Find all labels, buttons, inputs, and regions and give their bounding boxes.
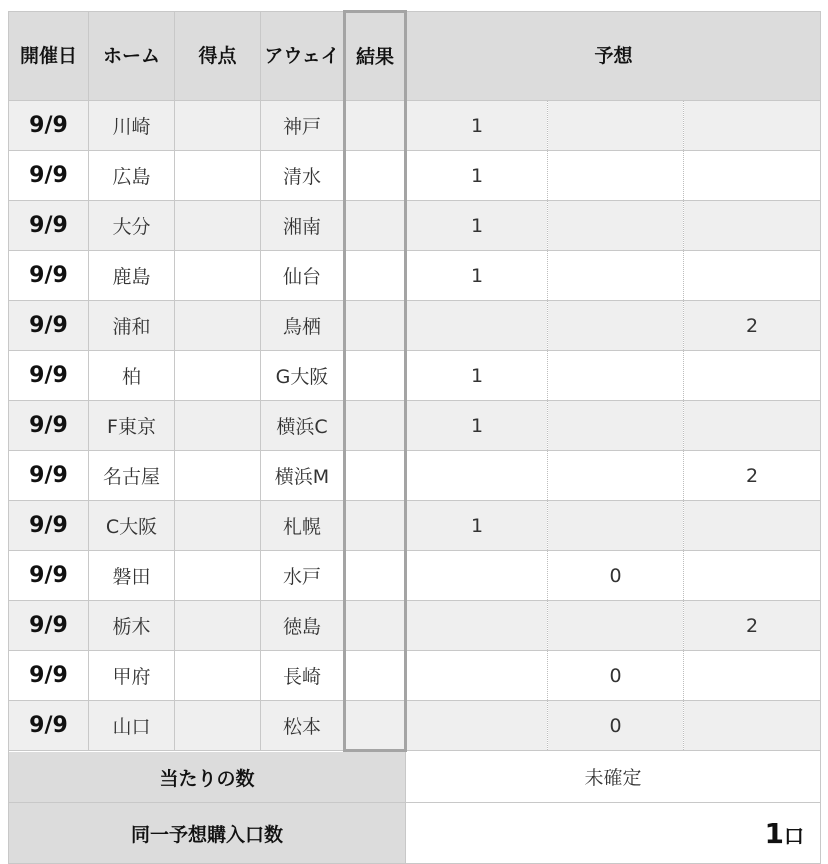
score-cell — [175, 501, 261, 551]
score-cell — [175, 701, 261, 751]
prediction-home-win — [406, 701, 548, 751]
prediction-away-win — [684, 351, 821, 401]
prediction-draw — [548, 151, 684, 201]
header-home: ホーム — [89, 12, 175, 101]
prediction-draw — [548, 451, 684, 501]
match-date: 9/9 — [9, 201, 89, 251]
prediction-away-win — [684, 251, 821, 301]
away-team: 松本 — [261, 701, 345, 751]
prediction-away-win — [684, 101, 821, 151]
match-row — [9, 501, 821, 551]
home-team: 名古屋 — [89, 451, 175, 501]
prediction-draw — [548, 501, 684, 551]
prediction-away-win — [684, 551, 821, 601]
score-cell — [175, 301, 261, 351]
prediction-home-win: 1 — [406, 251, 548, 301]
prediction-home-win — [406, 301, 548, 351]
home-team: 磐田 — [89, 551, 175, 601]
away-team: 仙台 — [261, 251, 345, 301]
prediction-draw — [548, 301, 684, 351]
prediction-draw — [548, 101, 684, 151]
purchase-count-cell — [406, 803, 821, 864]
match-row — [9, 651, 821, 701]
prediction-home-win: 1 — [406, 501, 548, 551]
away-team: G大阪 — [261, 351, 345, 401]
result-cell — [345, 551, 406, 601]
home-team: 広島 — [89, 151, 175, 201]
prediction-away-win: 2 — [684, 301, 821, 351]
result-cell — [345, 651, 406, 701]
match-date: 9/9 — [9, 651, 89, 701]
match-date: 9/9 — [9, 151, 89, 201]
score-cell — [175, 401, 261, 451]
prediction-home-win: 1 — [406, 401, 548, 451]
result-cell — [345, 251, 406, 301]
home-team: 浦和 — [89, 301, 175, 351]
match-row — [9, 451, 821, 501]
prediction-draw — [548, 401, 684, 451]
match-date: 9/9 — [9, 401, 89, 451]
match-row — [9, 351, 821, 401]
result-cell — [345, 351, 406, 401]
prediction-away-win — [684, 151, 821, 201]
away-team: 長崎 — [261, 651, 345, 701]
header-prediction: 予想 — [406, 12, 821, 101]
score-cell — [175, 451, 261, 501]
score-cell — [175, 101, 261, 151]
result-cell — [345, 701, 406, 751]
away-team: 水戸 — [261, 551, 345, 601]
match-date: 9/9 — [9, 451, 89, 501]
home-team: 川崎 — [89, 101, 175, 151]
match-row — [9, 301, 821, 351]
match-date: 9/9 — [9, 701, 89, 751]
prediction-home-win: 1 — [406, 151, 548, 201]
prediction-home-win — [406, 451, 548, 501]
match-date: 9/9 — [9, 501, 89, 551]
match-row — [9, 401, 821, 451]
score-cell — [175, 151, 261, 201]
prediction-draw: 0 — [548, 701, 684, 751]
prediction-home-win — [406, 601, 548, 651]
hits-row — [9, 751, 821, 803]
header-away: アウェイ — [261, 12, 345, 101]
score-cell — [175, 201, 261, 251]
score-cell — [175, 601, 261, 651]
prediction-home-win: 1 — [406, 201, 548, 251]
prediction-draw: 0 — [548, 551, 684, 601]
score-cell — [175, 551, 261, 601]
prediction-away-win: 2 — [684, 451, 821, 501]
away-team: 札幌 — [261, 501, 345, 551]
away-team: 横浜M — [261, 451, 345, 501]
match-row — [9, 251, 821, 301]
home-team: 大分 — [89, 201, 175, 251]
result-cell — [345, 601, 406, 651]
prediction-home-win — [406, 651, 548, 701]
result-cell — [345, 501, 406, 551]
prediction-draw — [548, 351, 684, 401]
prediction-table — [8, 10, 821, 864]
home-team: 鹿島 — [89, 251, 175, 301]
match-row — [9, 201, 821, 251]
prediction-home-win: 1 — [406, 101, 548, 151]
result-cell — [345, 401, 406, 451]
purchase-unit: 口 — [784, 823, 805, 848]
match-date: 9/9 — [9, 551, 89, 601]
prediction-away-win — [684, 701, 821, 751]
prediction-away-win — [684, 651, 821, 701]
away-team: 横浜C — [261, 401, 345, 451]
match-row — [9, 101, 821, 151]
match-row — [9, 151, 821, 201]
purchase-count: 1 — [764, 816, 785, 850]
match-row — [9, 601, 821, 651]
match-date: 9/9 — [9, 601, 89, 651]
score-cell — [175, 651, 261, 701]
hits-label: 当たりの数 — [9, 751, 406, 803]
home-team: 栃木 — [89, 601, 175, 651]
home-team: 甲府 — [89, 651, 175, 701]
score-cell — [175, 351, 261, 401]
home-team: C大阪 — [89, 501, 175, 551]
header-row — [9, 12, 821, 101]
hits-value: 未確定 — [406, 751, 821, 803]
header-score: 得点 — [175, 12, 261, 101]
away-team: 神戸 — [261, 101, 345, 151]
score-cell — [175, 251, 261, 301]
home-team: 山口 — [89, 701, 175, 751]
purchase-row — [9, 803, 821, 864]
home-team: F東京 — [89, 401, 175, 451]
away-team: 湘南 — [261, 201, 345, 251]
prediction-draw: 0 — [548, 651, 684, 701]
result-cell — [345, 451, 406, 501]
match-date: 9/9 — [9, 351, 89, 401]
purchase-label: 同一予想購入口数 — [9, 803, 406, 864]
result-cell — [345, 301, 406, 351]
result-cell — [345, 151, 406, 201]
prediction-away-win — [684, 201, 821, 251]
away-team: 鳥栖 — [261, 301, 345, 351]
match-row — [9, 701, 821, 751]
prediction-home-win: 1 — [406, 351, 548, 401]
prediction-draw — [548, 601, 684, 651]
match-date: 9/9 — [9, 251, 89, 301]
match-date: 9/9 — [9, 301, 89, 351]
prediction-away-win — [684, 501, 821, 551]
header-result: 結果 — [345, 12, 406, 101]
match-row — [9, 551, 821, 601]
match-date: 9/9 — [9, 101, 89, 151]
result-cell — [345, 101, 406, 151]
home-team: 柏 — [89, 351, 175, 401]
away-team: 清水 — [261, 151, 345, 201]
prediction-away-win: 2 — [684, 601, 821, 651]
prediction-away-win — [684, 401, 821, 451]
prediction-draw — [548, 251, 684, 301]
header-date: 開催日 — [9, 12, 89, 101]
result-cell — [345, 201, 406, 251]
prediction-draw — [548, 201, 684, 251]
prediction-home-win — [406, 551, 548, 601]
away-team: 徳島 — [261, 601, 345, 651]
